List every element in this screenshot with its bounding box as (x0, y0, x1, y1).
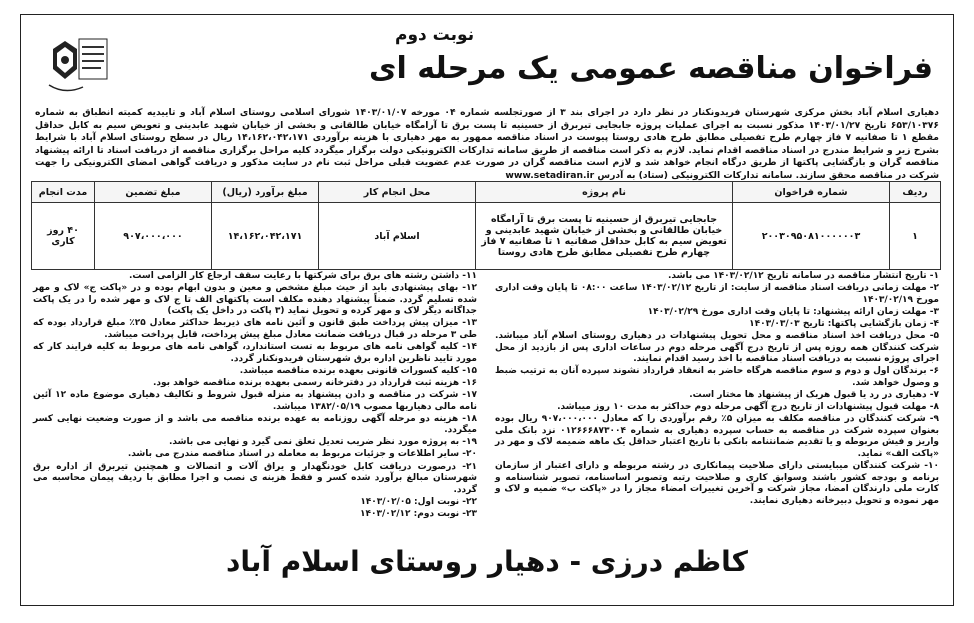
notice-header (21, 15, 953, 105)
col-project: نام پروژه (476, 182, 733, 203)
terms-section (33, 271, 939, 521)
col-duration: مدت انجام (32, 182, 95, 203)
row-location: اسلام آباد (319, 203, 476, 270)
table-row (32, 203, 941, 270)
term-item: ۱۵- کلیه کسورات قانونی بعهده برنده مناقصه میباشد. (239, 365, 477, 376)
term-item: ۳- مهلت زمان ارائه پیشنهاد: تا پایان وقت اداری مورخ ۱۴۰۳/۰۲/۲۹ (647, 306, 939, 317)
round-label: نوبت دوم (395, 25, 475, 45)
term-item: ۱۶- هزینه ثبت قرارداد در دفترخانه رسمی بعهده برنده مناقصه خواهد بود. (152, 377, 477, 388)
term-item: ۱۸- هزینه دو مرحله آگهی روزنامه به عهده برنده مناقصه می باشد و از صورت وضعیت نهایی کسر میگردد. (33, 413, 477, 436)
row-estimate: ۱۴،۱۶۲،۰۴۲،۱۷۱ (212, 203, 319, 270)
row-project: جابجایی تیربرق از حسینیه تا پست برق تا آرامگاه خیابان طالقانی و بخشی از خیابان شهید عابدینی و تعویض سیم به کابل حداقل صفانیه ۱ تا صفانیه ۷ فاز چهارم طرح تفصیلی مطابق طرح هادی روستا (476, 203, 733, 270)
col-estimate: مبلغ برآورد (ریال) (212, 182, 319, 203)
term-item: ۲۳- نوبت دوم: ۱۴۰۳/۰۲/۱۲ (359, 508, 477, 519)
term-item: ۷- دهیاری در رد یا قبول هریک از پیشنهاد ها مختار است. (689, 389, 939, 400)
term-item: ۶- برندگان اول و دوم و سوم مناقصه هرگاه حاضر به انعقاد قرارداد نشوند سپرده آنان به ترتیب ضبط و وصول خواهد شد. (495, 366, 939, 388)
col-guarantee: مبلغ تضمین (95, 182, 212, 203)
term-item: ۲- مهلت زمانی دریافت اسناد مناقصه از سایت: از تاریخ ۱۴۰۳/۰۲/۱۲ ساعت ۰۸:۰۰ تا پایان وقت اداری مورخ ۱۴۰۳/۰۲/۱۹ (495, 283, 940, 305)
term-item: ۱۰- شرکت کنندگان میبایستی دارای صلاحیت پیمانکاری در رشته مربوطه و دارای اعتبار از سازمان برنامه و بودجه کشور باشند وسوابق کاری و صلاحیت رتبه وتصویر اساسنامه، تصویر شناسنامه و کارت ملی دارندگان امضا، مجاز شرکت و آخرین تغییرات امضاء مجاز را در «پاکت ب» ضمیه و لاک و مهر نموده و تحویل دبیرخانه دهیاری نمایند. (495, 461, 939, 506)
tender-table (31, 181, 941, 270)
table-header-row (32, 182, 941, 203)
term-item: ۱۹- به پروژه مورد نظر ضریب تعدیل تعلق نمی گیرد و نهایی می باشد. (169, 437, 477, 448)
col-index: ردیف (890, 182, 941, 203)
term-item: ۱۱- داشتن رشته های برق برای شرکتها با رعایت سقف ارجاع کار الزامی است. (128, 271, 477, 281)
col-number: شماره فراخوان (733, 182, 890, 203)
row-guarantee: ۹۰۷،۰۰۰،۰۰۰ (95, 203, 212, 270)
term-item: ۴- زمان بازگشایی پاکتها: تاریخ ۱۴۰۳/۰۳/۰۳ (749, 318, 939, 329)
row-index: ۱ (890, 203, 941, 270)
signature-line: کاظم درزی - دهیار روستای اسلام آباد (226, 545, 748, 578)
term-item: ۹- شرکت کنندگان در مناقصه مکلف به میزان ۵٪ رقم برآوردی را که معادل ۹۰۷،۰۰۰،۰۰۰ ریال بوده بعنوان سپرده شرکت در مناقصه به حساب سپرده دهیاری به شماره ۰۱۲۶۶۶۸۷۳۰۰۴ نزد بانک ملی واریز و فیش مربوطه و یا تقدیم ضمانتنامه بانکی با تاریخ اعتبار حداقل یک ماهه ضمیمه لاک و مهر در «پاکت الف» نماید. (495, 414, 939, 459)
emblem-graphic (43, 35, 111, 97)
terms-left-column (33, 271, 477, 521)
term-item: ۱۷- شرکت در مناقصه و دادن پیشنهاد به منزله قبول شروط و تکالیف دهیاری موضوع ماده ۱۲ آئین نامه مالی دهیاریها مصوب ۱۳۸۲/۰۵/۱۹ میباشد. (33, 389, 477, 412)
term-item: ۲۰- سایر اطلاعات و جزئیات مربوط به معامله در اسناد مناقصه مندرج می باشد. (127, 449, 477, 460)
tender-notice (20, 14, 954, 606)
term-item: ۵- محل دریافت اخذ اسناد مناقصه و محل تحویل پیشنهادات در دهیاری روستای اسلام آباد میباشد. شرکت کنندگان همه روزه پس از تاریخ درج آگهی مرحله دوم در ساعات اداری پس از بازدید از محل اجرای پروژه نسبت به دریافت اسناد مناقصه با اخذ رسید اقدام نمایند. (495, 330, 939, 365)
row-duration: ۴۰ روز کاری (32, 203, 95, 270)
term-item: ۱۲- بهای پیشنهادی باید از حیث مبلغ مشخص و معین و بدون ابهام بوده و در «پاکت ج» لاک و مهر شده تسلیم گردد. ضمناً پیشنهاد دهنده مکلف است پاکتهای الف تا ج لاک و مهر شده را در یک پاکت جداگانه دیگر لاک و مهر کرده و تحویل نماید (۳ پاکت در داخل یک پاکت) (33, 283, 477, 317)
term-item: ۱- تاریخ انتشار مناقصه در سامانه تاریخ ۱۴۰۳/۰۲/۱۲ می باشد. (667, 271, 939, 281)
intro-paragraph: دهیاری اسلام آباد بخش مرکزی شهرستان فریدونکنار در نظر دارد در اجرای بند ۳ از صورتجلسه شماره ۰۴ مورخه ۱۴۰۳/۰۱/۰۷ شورای اسلامی روستای اسلام آباد و تاییدیه کمیته انطباق به شماره ۶۵۳/۱۰۳۷۶ تاریخ ۱۴۰۳/۰۱/۲۷ مذکور نسبت به اجرای عملیات پروژه جابجایی تیربرق از حسینیه تا پست برق تا آرامگاه خیابان طالقانی و بخشی از خیابان شهید عابدینی و تعویض سیم به کابل حداقل مقطع ۱ تا صفانیه ۷ فاز چهارم طرح تفصیلی مطابق طرح هادی روستا پیوست در اسناد مناقصه ممهور به مهر دهیاری با هزینه برآوردی ۱۴،۱۶۲،۰۴۲،۱۷۱ ریال در سطح روستای اسلام آباد با شرایط بشرح زیر و شرایط مندرج در اسناد مناقصه اقدام نماید. لازم به ذکر است مناقصه از طریق سامانه تدارکات الکترونیکی دولت برگزار میگردد کلیه مراحل برگزاری مناقصه از دریافت اسناد تا ارائه پیشنهاد مناقصه گران و بازگشایی پاکتها از طریق درگاه انجام خواهد شد و لازم است مناقصه گران در صورت عدم عضویت قبلی مراحل ثبت نام در سایت مذکور و دریافت گواهی امضای الکترونیکی را جهت شرکت در مناقصه محقق سازند. سامانه تدارکات الکترونیکی (ستاد) به آدرس www.setadiran.ir (35, 107, 939, 181)
term-item: ۱۳- میزان پیش پرداخت طبق قانون و آئین نامه های ذیربط حداکثر معادل ۲۵٪ مبلغ قرارداد بوده که طی ۳ مرحله در قبال دریافت ضمانت معادل مبلغ پیش پرداخت، قابل پرداخت میباشد. (33, 318, 477, 340)
col-location: محل انجام کار (319, 182, 476, 203)
term-item: ۱۴- کلیه گواهی نامه های مربوط به تست استاندارد، گواهی نامه های مربوط به کلیه فرایند کار که مورد تایید ناظرین اداره برق شهرستان فریدونکنار گردد. (33, 342, 477, 364)
terms-right-column (495, 271, 939, 521)
term-item: ۸- مهلت قبول پیشنهادات از تاریخ درج آگهی مرحله دوم حداکثر به مدت ۱۰ روز میباشد. (557, 402, 939, 413)
row-number: ۲۰۰۳۰۹۵۰۸۱۰۰۰۰۰۰۳ (733, 203, 890, 270)
notice-title: فراخوان مناقصه عمومی یک مرحله ای (368, 51, 933, 86)
municipality-emblem-icon (43, 35, 111, 97)
term-item: ۲۱- درصورت دریافت کابل خودنگهدار و یراق آلات و اتصالات و همچنین تیربرق از اداره برق شهرستان مبالغ برآورد شده کسر و فقط هزینه ی نصب و اجرا مطابق با ردیف پیمان محاسبه می گردد. (33, 461, 477, 495)
term-item: ۲۲- نوبت اول: ۱۴۰۳/۰۲/۰۵ (360, 496, 477, 507)
